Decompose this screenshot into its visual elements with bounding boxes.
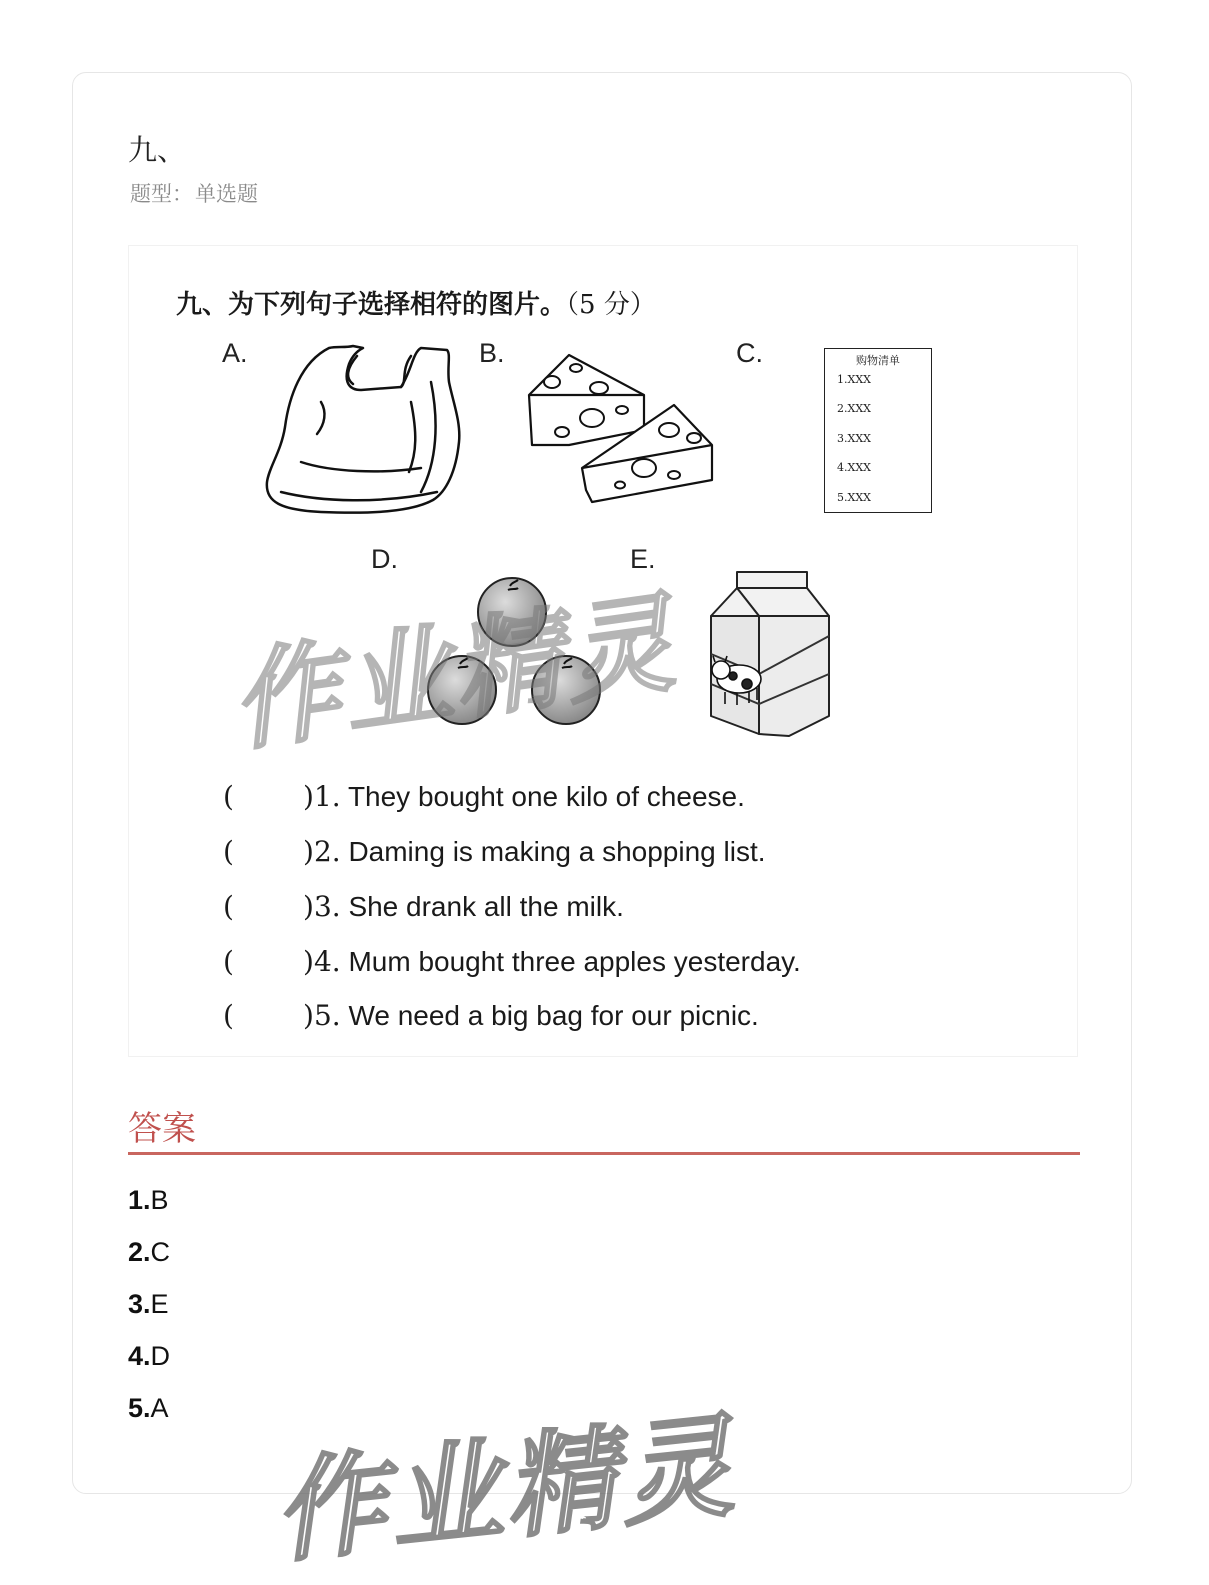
sentence-text: Mum bought three apples yesterday. [348, 946, 801, 977]
answer-item-1 [128, 1185, 169, 1216]
answer-item-5 [128, 1393, 169, 1424]
sentence-number: 3. [313, 890, 341, 923]
sentence-4 [223, 945, 801, 978]
answer-item-2 [128, 1237, 170, 1268]
plastic-bag-picture [261, 342, 471, 522]
option-label-b: B. [479, 338, 505, 368]
sentence-number: 4. [313, 945, 341, 978]
answer-item-4 [128, 1341, 170, 1372]
shopping-list-item: 3.XXX [837, 432, 871, 445]
answer-number: 3. [128, 1289, 151, 1319]
answer-item-3 [128, 1289, 169, 1320]
question-points: （5 分） [566, 290, 656, 320]
sentence-3 [223, 890, 624, 923]
sentence-number: 5. [313, 999, 341, 1032]
answer-paren-right: ) [303, 780, 314, 813]
option-label-c: C. [736, 338, 763, 368]
answer-paren-right: ) [303, 945, 314, 978]
question-type [128, 178, 258, 208]
sentence-1 [223, 780, 745, 813]
apples-picture [424, 576, 604, 726]
cheese-picture [524, 350, 719, 515]
option-label-e: E. [630, 544, 656, 574]
milk-carton-picture [707, 564, 835, 740]
answer-paren-right: ) [303, 999, 314, 1032]
shopping-list-item: 5.XXX [837, 491, 871, 504]
option-label-d: D. [371, 544, 398, 574]
sentence-5 [223, 999, 759, 1032]
question-number: 九、 [128, 133, 187, 167]
answer-value: C [150, 1237, 171, 1267]
sentence-number: 1. [313, 780, 341, 813]
answer-paren-right: ) [303, 890, 314, 923]
shopping-list-item: 1.XXX [837, 373, 871, 386]
sentence-text: Daming is making a shopping list. [348, 836, 766, 867]
question-title-text: 九、为下列句子选择相符的图片。 [176, 290, 567, 320]
answer-paren-right: ) [303, 835, 314, 868]
answer-value: B [150, 1185, 169, 1215]
answer-number: 5. [128, 1393, 151, 1423]
question-card [72, 72, 1132, 1494]
question-type-label: 题型： [130, 182, 193, 206]
question-type-value: 单选题 [195, 182, 258, 206]
shopping-list-item: 4.XXX [837, 461, 871, 474]
sentence-text: She drank all the milk. [348, 891, 624, 922]
answer-paren-left: ( [223, 999, 234, 1032]
answer-divider [128, 1152, 1080, 1155]
option-label-a: A. [222, 338, 248, 368]
answer-number: 2. [128, 1237, 151, 1267]
answer-title: 答案 [128, 1109, 196, 1149]
shopping-list-item: 2.XXX [837, 402, 871, 415]
answer-paren-left: ( [223, 945, 234, 978]
answer-paren-left: ( [223, 835, 234, 868]
question-image [128, 245, 1078, 1057]
shopping-list-heading: 购物清单 [856, 354, 900, 367]
answer-paren-left: ( [223, 890, 234, 923]
answer-value: A [150, 1393, 169, 1423]
answer-number: 1. [128, 1185, 151, 1215]
sentence-text: They bought one kilo of cheese. [347, 781, 745, 812]
sentence-text: We need a big bag for our picnic. [348, 1000, 759, 1031]
answer-value: E [150, 1289, 169, 1319]
answer-value: D [150, 1341, 171, 1371]
sentence-2 [223, 835, 766, 868]
question-title [176, 284, 656, 321]
answer-number: 4. [128, 1341, 151, 1371]
sentence-number: 2. [313, 835, 341, 868]
answer-paren-left: ( [223, 780, 234, 813]
shopping-list-picture [824, 348, 932, 513]
